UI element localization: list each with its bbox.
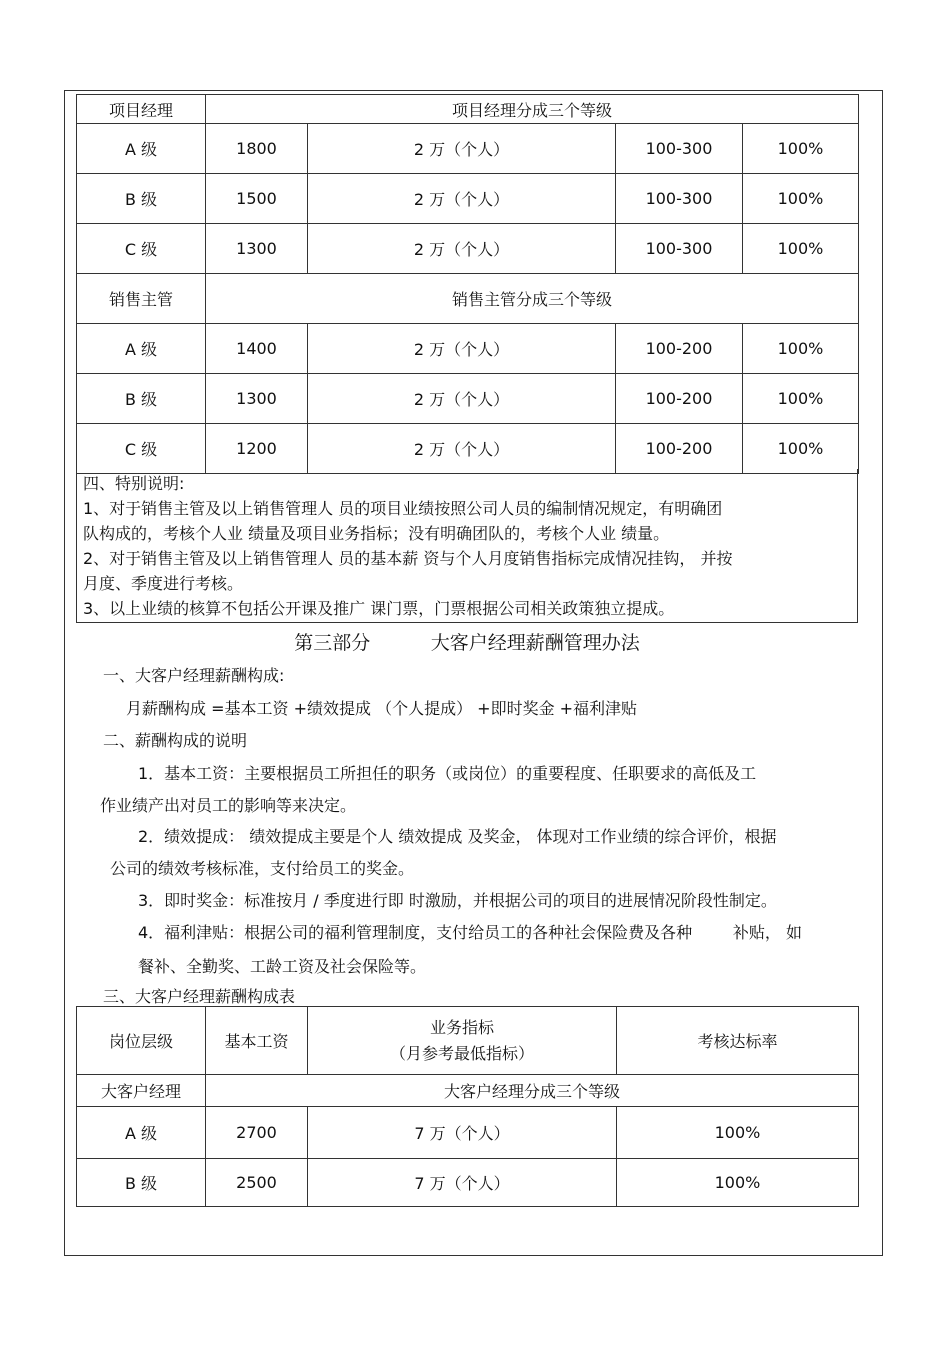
paragraph: 作业绩产出对员工的影响等来决定。 [100,796,357,815]
group-description: 大客户经理分成三个等级 [206,1075,859,1107]
range-cell: 100-200 [616,424,743,474]
table-row [77,424,859,474]
base-salary-cell: 2700 [206,1107,308,1159]
rate-cell: 100% [743,324,859,374]
target-cell: 2 万（个人） [308,224,616,274]
item-heading: 一、大客户经理薪酬构成: [103,666,285,685]
table-row-group [77,1075,859,1107]
level-cell: A 级 [77,124,206,174]
table-row [77,324,859,374]
rate-cell: 100% [617,1107,859,1159]
level-cell: B 级 [77,1159,206,1207]
paragraph: 餐补、全勤奖、工龄工资及社会保险等。 [138,957,427,976]
level-cell: C 级 [77,424,206,474]
notes-line: 1、对于销售主管及以上销售管理人 员的项目业绩按照公司人员的编制情况规定，有明确团 [83,499,723,518]
section-title: 第三部分 大客户经理薪酬管理办法 [294,632,640,654]
target-cell: 2 万（个人） [308,424,616,474]
notes-line: 队构成的，考核个人业 绩量及项目业务指标；没有明确团队的，考核个人业 绩量。 [83,524,670,543]
paragraph: 2．绩效提成： 绩效提成主要是个人 绩效提成 及奖金， 体现对工作业绩的综合评价，根据 [138,827,777,846]
table-row [77,124,859,174]
target-cell: 2 万（个人） [308,174,616,224]
header-target-line2: （月参考最低指标） [389,1043,534,1063]
rate-cell: 100% [743,224,859,274]
table-row [77,1159,859,1207]
level-cell: B 级 [77,174,206,224]
header-rate: 考核达标率 [617,1007,859,1075]
base-salary-cell: 1400 [206,324,308,374]
table-row-group [77,95,859,124]
position-cell: 项目经理 [77,95,206,124]
rate-cell: 100% [743,374,859,424]
level-cell: A 级 [77,324,206,374]
item-heading: 二、薪酬构成的说明 [103,731,248,750]
level-cell: B 级 [77,374,206,424]
target-cell: 2 万（个人） [308,124,616,174]
base-salary-cell: 1800 [206,124,308,174]
range-cell: 100-300 [616,124,743,174]
key-account-salary-table [76,1006,859,1207]
base-salary-cell: 1300 [206,224,308,274]
rate-cell: 100% [743,124,859,174]
table-row [77,224,859,274]
range-cell: 100-200 [616,374,743,424]
table-row-group [77,274,859,324]
notes-line: 3、以上业绩的核算不包括公开课及推广 课门票，门票根据公司相关政策独立提成。 [83,599,675,618]
paragraph: 公司的绩效考核标准，支付给员工的奖金。 [110,859,415,878]
target-cell: 2 万（个人） [308,324,616,374]
position-cell: 销售主管 [77,274,206,324]
base-salary-cell: 1300 [206,374,308,424]
rate-cell: 100% [743,424,859,474]
header-target [308,1007,617,1075]
notes-heading: 四、特别说明: [83,474,185,493]
special-notes [76,469,858,623]
level-cell: A 级 [77,1107,206,1159]
notes-line: 2、对于销售主管及以上销售管理人 员的基本薪 资与个人月度销售指标完成情况挂钩， 并按 [83,549,733,568]
range-cell: 100-300 [616,224,743,274]
base-salary-cell: 1500 [206,174,308,224]
table-row [77,374,859,424]
paragraph: 1．基本工资：主要根据员工所担任的职务（或岗位）的重要程度、任职要求的高低及工 [138,764,757,783]
paragraph: 4．福利津贴：根据公司的福利管理制度，支付给员工的各种社会保险费及各种 补贴， 如 [138,923,802,942]
table-row [77,1107,859,1159]
salary-tier-table [76,94,859,474]
target-cell: 7 万（个人） [308,1107,617,1159]
group-description: 销售主管分成三个等级 [206,274,859,324]
item-heading: 三、大客户经理薪酬构成表 [103,987,296,1006]
paragraph: 3．即时奖金：标准按月 / 季度进行即 时激励，并根据公司的项目的进展情况阶段性制定。 [138,891,777,910]
header-level: 岗位层级 [77,1007,206,1075]
position-cell: 大客户经理 [77,1075,206,1107]
rate-cell: 100% [743,174,859,224]
notes-line: 月度、季度进行考核。 [83,574,244,593]
level-cell: C 级 [77,224,206,274]
salary-formula: 月薪酬构成 =基本工资 +绩效提成 （个人提成） +即时奖金 +福利津贴 [126,699,638,718]
range-cell: 100-300 [616,174,743,224]
range-cell: 100-200 [616,324,743,374]
group-description: 项目经理分成三个等级 [206,95,859,124]
base-salary-cell: 1200 [206,424,308,474]
target-cell: 7 万（个人） [308,1159,617,1207]
target-cell: 2 万（个人） [308,374,616,424]
rate-cell: 100% [617,1159,859,1207]
base-salary-cell: 2500 [206,1159,308,1207]
header-base-salary: 基本工资 [206,1007,308,1075]
header-target-line1: 业务指标 [429,1017,494,1037]
table-header-row [77,1007,859,1075]
table-row [77,174,859,224]
